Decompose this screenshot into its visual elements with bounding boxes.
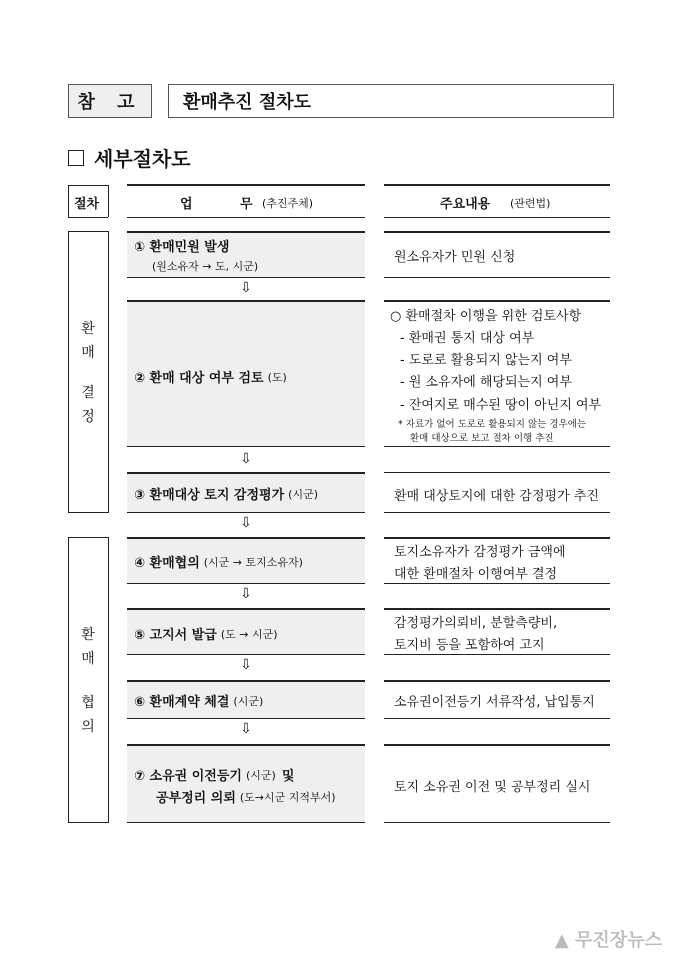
phase1-char: 환 <box>81 321 95 337</box>
step3-title <box>134 484 318 503</box>
phase2-char: 환 <box>81 627 95 643</box>
down-arrow-icon: ⇩ <box>240 451 252 467</box>
step4-title-text: ④ 환매협의 <box>134 556 200 571</box>
step4-title <box>134 552 303 571</box>
step7-title2-text: 공부정리 의뢰 <box>156 791 236 806</box>
step2-content-line: - 도로로 활용되지 않는지 여부 <box>400 353 572 368</box>
watermark-text: 무진장뉴스 <box>575 930 662 951</box>
rule <box>384 446 610 447</box>
header-right-border <box>108 185 109 217</box>
phase-negotiation-box <box>68 537 109 823</box>
step5-content-line: 감정평가의뢰비, 분할측량비, <box>394 616 558 631</box>
rule <box>384 583 610 584</box>
phase1-char: 매 <box>81 345 95 361</box>
rule <box>127 217 365 218</box>
rule <box>384 217 610 218</box>
down-arrow-icon: ⇩ <box>240 721 252 737</box>
step2-note: * 자료가 없어 도로로 활용되지 않는 경우에는 <box>398 419 587 430</box>
step2-content-line: ○ 환매절차 이행을 위한 검토사항 <box>390 309 582 324</box>
reference-tag: 참 고 <box>68 84 152 118</box>
rule <box>127 822 365 823</box>
down-arrow-icon: ⇩ <box>240 280 252 296</box>
step6-sub: (시군) <box>233 694 264 708</box>
col-procedure: 절차 <box>74 197 100 212</box>
rule <box>384 184 610 186</box>
step7-title-text: ⑦ 소유권 이전등기 <box>134 769 242 784</box>
step3-content: 환매 대상토지에 대한 감정평가 추진 <box>394 489 599 504</box>
section-title: 세부절차도 <box>94 147 191 171</box>
rule <box>384 654 610 655</box>
step2-sub: (도) <box>267 370 287 384</box>
rule <box>127 718 365 719</box>
rule <box>384 608 610 610</box>
step2-content-line: - 잔여지로 매수된 땅이 아닌지 여부 <box>400 398 602 413</box>
phase1-char: 정 <box>81 409 95 425</box>
rule <box>68 217 108 218</box>
step6-content: 소유권이전등기 서류작성, 납입통지 <box>394 695 595 710</box>
step7-content: 토지 소유권 이전 및 공부정리 실시 <box>394 780 591 795</box>
step6-title <box>134 691 263 710</box>
rule <box>127 583 365 584</box>
step5-sub: (도 → 시군) <box>220 627 278 641</box>
step7-suffix: 및 <box>281 769 295 784</box>
rule <box>384 231 610 233</box>
step3-title-text: ③ 환매대상 토지 감정평가 <box>134 488 285 503</box>
step2-content-line: - 환매권 통지 대상 여부 <box>400 331 535 346</box>
step4-content-line: 토지소유자가 감정평가 금액에 <box>394 545 566 560</box>
header-left-border <box>68 185 69 217</box>
rule <box>127 300 365 302</box>
rule <box>384 472 610 473</box>
step1-content: 원소유자가 민원 신청 <box>394 250 516 265</box>
rule <box>384 537 610 539</box>
down-arrow-icon: ⇩ <box>240 586 252 602</box>
rule <box>127 512 365 513</box>
rule <box>127 537 365 539</box>
checkbox-square-icon <box>68 150 84 166</box>
rule <box>127 680 365 682</box>
section-heading <box>68 143 191 172</box>
rule <box>384 718 610 719</box>
step1-title: ① 환매민원 발생 <box>134 240 230 255</box>
step3-sub: (시군) <box>288 487 319 501</box>
rule <box>384 277 610 278</box>
phase-decision-box <box>68 231 109 513</box>
col-task-2: 무 <box>240 197 253 212</box>
watermark-logo <box>555 926 662 952</box>
col-task-sub: (추진주체) <box>262 197 314 210</box>
rule <box>127 654 365 655</box>
step7-sub2: (도→시군 지적부서) <box>239 790 336 804</box>
step2-title <box>134 367 287 386</box>
rule <box>127 446 365 447</box>
page-title: 환매추진 절차도 <box>168 84 614 118</box>
rule <box>127 744 365 746</box>
step7-sub: (시군) <box>245 768 276 782</box>
step2-title-text: ② 환매 대상 여부 검토 <box>134 371 264 386</box>
rule <box>127 231 365 233</box>
rule <box>384 512 610 513</box>
rule <box>127 608 365 610</box>
rule <box>384 744 610 746</box>
step5-title <box>134 624 278 643</box>
rule <box>127 472 365 474</box>
rule <box>384 300 610 302</box>
down-arrow-icon: ⇩ <box>240 515 252 531</box>
step4-content-line: 대한 환매절차 이행여부 결정 <box>394 567 558 582</box>
col-content: 주요내용 <box>440 197 491 212</box>
phase2-char: 의 <box>81 719 95 735</box>
step5-title-text: ⑤ 고지서 발급 <box>134 628 217 643</box>
rule <box>127 184 365 186</box>
col-content-sub: (관련법) <box>510 197 551 210</box>
rule <box>68 185 108 186</box>
rule <box>384 822 610 823</box>
step6-title-text: ⑥ 환매계약 체결 <box>134 695 230 710</box>
step7-title <box>134 765 294 784</box>
step2-note: 환매 대상으로 보고 절차 이행 추진 <box>410 433 554 444</box>
rule <box>127 277 365 278</box>
step5-content-line: 토지비 등을 포함하여 고지 <box>394 638 545 653</box>
step7-title2 <box>156 787 336 806</box>
col-task: 업 <box>180 197 193 212</box>
phase1-char: 결 <box>81 385 95 401</box>
step1-sub: (원소유자 → 도, 시군) <box>152 260 259 273</box>
down-arrow-icon: ⇩ <box>240 657 252 673</box>
rule <box>384 680 610 682</box>
watermark-icon: ▲ <box>554 930 569 951</box>
step2-content-line: - 원 소유자에 해당되는지 여부 <box>400 375 572 390</box>
phase2-char: 매 <box>81 651 95 667</box>
phase2-char: 협 <box>81 695 95 711</box>
step4-sub: (시군 → 토지소유자) <box>203 555 303 569</box>
